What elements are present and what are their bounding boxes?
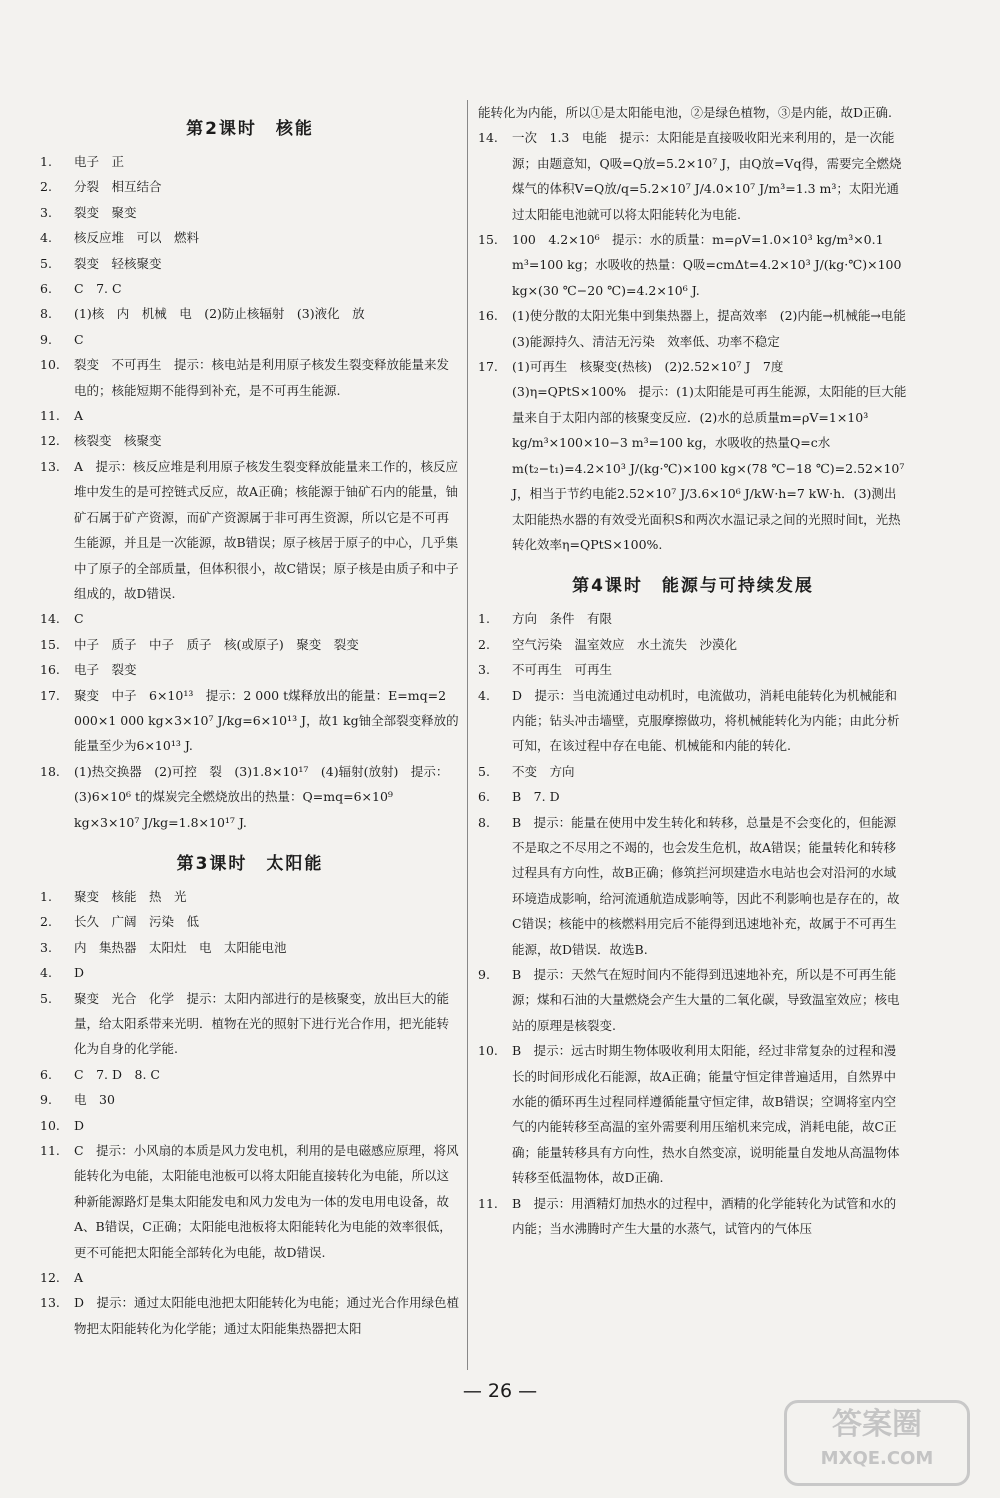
answer-item	[478, 227, 908, 303]
section-title-sustainable: 第4课时 能源与可持续发展	[572, 576, 814, 597]
answer-number: 11.	[40, 1143, 60, 1159]
section-title-solar: 第3课时 太阳能	[176, 853, 324, 874]
answer-text: 聚变 中子 6×10¹³ 提示：2 000 t煤释放出的能量：E=mq=2 000×1 000 kg×3×10⁷ J/kg=6×10¹³ J，故1 kg铀全部裂变释放的能量至少为6×10¹³ J.	[74, 687, 459, 754]
answer-text: 电子 裂变	[74, 662, 137, 678]
answer-number: 14.	[478, 130, 498, 146]
answer-text: 裂变 聚变	[74, 204, 137, 220]
answer-number: 5.	[478, 763, 490, 779]
answer-item	[40, 352, 460, 403]
answer-number: 10.	[478, 1043, 498, 1059]
section-title-nuclear: 第2课时 核能	[186, 119, 314, 139]
answer-text: A	[74, 408, 84, 424]
answer-text: 分裂 相互结合	[74, 179, 162, 195]
answer-item	[40, 200, 460, 225]
answer-text: 核反应堆 可以 燃料	[74, 230, 200, 246]
answer-text: 裂变 不可再生 提示：核电站是利用原子核发生裂变释放能量来发电的；核能短期不能得到补充，是不可再生能源.	[74, 357, 450, 398]
answer-number: 2.	[478, 636, 490, 652]
answer-number: 5.	[40, 255, 52, 271]
answer-text: 不变 方向	[512, 763, 575, 779]
answer-number: 16.	[478, 308, 498, 324]
answer-number: 12.	[40, 433, 60, 449]
answer-number: 1.	[40, 154, 52, 169]
answer-item	[478, 1191, 908, 1242]
answer-number: 4.	[40, 230, 52, 246]
answer-text: B 提示：能量在使用中发生转化和转移，总量是不会变化的，但能源不是取之不尽用之不竭的，也会发生危机，故A错误；能量转化和转移过程具有方向性，故B正确；修筑拦河坝建造水电站也会对沿河的水域环境造成影响，给河流通航造成影响等，因此不利影响也是存在的，故C错误；核能中的核燃料用完后不能得到迅速地补充，故属于不可再生能源，故D错误．故选B.	[512, 814, 900, 957]
answer-item	[40, 454, 460, 606]
answer-text: C	[74, 331, 84, 347]
answer-number: 9.	[478, 967, 490, 982]
answer-text: A 提示：核反应堆是利用原子核发生裂变释放能量来工作的，核反应堆中发生的是可控链式反应，故A正确；核能源于铀矿石内的能量，铀矿石属于矿产资源，而矿产资源属于非可再生资源，所以它是不可再生能源，并且是一次能源，故B错误；原子核居于原子的中心，几乎集中了原子的全部质量，但体积很小，故C错误；原子核是由质子和中子组成的，故D错误.	[74, 458, 459, 601]
watermark-sub: MXQE.COM	[820, 1448, 934, 1469]
answer-number: 8.	[40, 306, 52, 322]
answer-number: 9.	[40, 331, 52, 347]
answer-text: 电 30	[74, 1092, 115, 1108]
answer-number: 3.	[40, 204, 52, 220]
answer-number: 17.	[478, 359, 498, 375]
answer-number: 13.	[40, 458, 60, 474]
answer-text: 空气污染 温室效应 水土流失 沙漠化	[512, 636, 738, 652]
answer-item	[40, 1062, 460, 1087]
watermark-logo	[784, 1400, 970, 1486]
answer-number: 2.	[40, 914, 52, 930]
answer-text: 方向 条件 有限	[512, 611, 613, 627]
answer-item	[40, 632, 460, 657]
answer-number: 3.	[40, 939, 52, 955]
answer-text: D 提示：当电流通过电动机时，电流做功，消耗电能转化为机械能和内能；钻头冲击墙壁，克服摩擦做功，将机械能转化为内能；由此分析可知，在该过程中存在电能、机械能和内能的转化.	[512, 687, 900, 754]
answer-item	[40, 986, 460, 1062]
answer-number: 11.	[40, 408, 60, 424]
answer-text: (1)热交换器 (2)可控 裂 (3)1.8×10¹⁷ (4)辐射(放射) 提示：(3)6×10⁶ t的煤炭完全燃烧放出的热量：Q=mq=6×10⁹ kg×3×10⁷ J/kg=1.8×10¹⁷ J.	[74, 763, 449, 830]
answer-text: B 提示：用酒精灯加热水的过程中，酒精的化学能转化为试管和水的内能；当水沸腾时产生大量的水蒸气，试管内的气体压	[512, 1195, 897, 1237]
answer-item	[40, 935, 460, 960]
answer-item	[40, 909, 460, 934]
answer-number: 18.	[40, 763, 60, 779]
answer-number: 16.	[40, 662, 60, 678]
watermark-main: 答案圈	[832, 1407, 922, 1442]
answer-item	[40, 1138, 460, 1265]
answer-number: 3.	[478, 662, 490, 678]
answer-number: 2.	[40, 179, 52, 195]
answer-list-nuclear	[40, 149, 460, 835]
answer-text: C	[74, 611, 84, 627]
answer-number: 15.	[40, 636, 60, 652]
answer-item	[40, 251, 460, 276]
answer-number: 4.	[40, 965, 52, 981]
answer-number: 1.	[478, 611, 490, 627]
answer-item	[40, 960, 460, 985]
answer-text: (1)可再生 核聚变(热核) (2)2.52×10⁷ J 7度 (3)η=QPtS×100% 提示：(1)太阳能是可再生能源，太阳能的巨大能量来自于太阳内部的核聚变反应．(2)水的总质量m=ρV=1×10³ kg/m³×100×10−3 m³=100 kg，水吸收的热量Q=c水m(t₂−t₁)=4.2×10³ J/(kg·℃)×100 kg×(78 ℃−18 ℃)=2.52×10⁷ J，相当于节约电能2.52×10⁷ J/3.6×10⁶ J/kW·h=7 kW·h．(3)测出太阳能热水器的有效受光面积S和两次水温记录之间的光照时间t，光热转化效率η=QPtS×100%.	[512, 359, 907, 552]
answer-number: 17.	[40, 687, 60, 703]
answer-list-sustainable	[478, 606, 908, 1241]
answer-text: C 提示：小风扇的本质是风力发电机，利用的是电磁感应原理，将风能转化为电能，太阳能电池板可以将太阳能直接转化为电能，所以这种新能源路灯是集太阳能发电和风力发电为一体的发电用电设备，故A、B错误，C正确；太阳能电池板将太阳能转化为电能的效率很低，更不可能把太阳能全部转化为电能，故D错误.	[74, 1143, 459, 1260]
answer-item	[40, 1290, 460, 1341]
answer-list-solar	[40, 884, 460, 1341]
answer-text: 不可再生 可再生	[512, 662, 613, 678]
answer-item	[478, 125, 908, 227]
answer-item	[478, 303, 919, 354]
answer-item	[40, 657, 460, 682]
answer-number: 13.	[40, 1295, 60, 1311]
continued-text: 能转化为内能，所以①是太阳能电池，②是绿色植物，③是内能，故D正确.	[478, 105, 892, 120]
answer-item	[40, 149, 460, 174]
answer-text: 聚变 光合 化学 提示：太阳内部进行的是核聚变，放出巨大的能量，给太阳系带来光明．植物在光的照射下进行光合作用，把光能转化为自身的化学能.	[74, 990, 450, 1057]
answer-item	[478, 657, 908, 682]
right-column	[478, 100, 919, 1241]
answer-text: C 7. C	[74, 281, 122, 297]
left-column	[40, 100, 460, 1341]
answer-text: B 提示：天然气在短时间内不能得到迅速地补充，所以是不可再生能源；煤和石油的大量燃烧会产生大量的二氧化碳，导致温室效应；核电站的原理是核裂变.	[512, 967, 900, 1033]
answer-text: A	[74, 1270, 84, 1286]
answer-item	[40, 276, 460, 301]
answer-text: (1)核 内 机械 电 (2)防止核辐射 (3)液化 放	[74, 306, 365, 322]
answer-text: 电子 正	[74, 154, 125, 169]
answer-text: 核裂变 核聚变	[74, 433, 162, 449]
answer-item	[40, 174, 460, 199]
answer-text: 内 集热器 太阳灶 电 太阳能电池	[74, 939, 287, 955]
answer-text: D 提示：通过太阳能电池把太阳能转化为电能；通过光合作用绿色植物把太阳能转化为化学能；通过太阳能集热器把太阳	[74, 1295, 460, 1336]
answer-number: 10.	[40, 357, 60, 373]
answer-item	[478, 962, 908, 1038]
answer-number: 15.	[478, 232, 498, 248]
answer-item	[40, 606, 460, 631]
answer-text: 一次 1.3 电能 提示：太阳能是直接吸收阳光来利用的，是一次能源；由题意知，Q吸=Q放=5.2×10⁷ J，由Q放=Vq得，需要完全燃烧煤气的体积V=Q放/q=5.2×10⁷ J/4.0×10⁷ J/m³=1.3 m³；太阳光通过太阳能电池就可以将太阳能转化为电能.	[512, 130, 902, 222]
answer-item	[40, 1087, 460, 1112]
answer-item	[478, 683, 908, 759]
answer-item	[40, 1113, 460, 1138]
answer-number: 6.	[478, 789, 490, 805]
answer-item	[478, 1038, 908, 1190]
answer-number: 11.	[478, 1195, 498, 1211]
answer-text: D	[74, 965, 85, 981]
answer-item	[40, 884, 460, 909]
answer-item	[478, 759, 908, 784]
answer-item	[40, 403, 460, 428]
answer-item	[40, 1265, 460, 1290]
answer-text: 聚变 核能 热 光	[74, 888, 187, 904]
answer-text: 裂变 轻核聚变	[74, 255, 162, 271]
answer-number: 12.	[40, 1270, 60, 1286]
answer-text: D	[74, 1117, 85, 1133]
answer-number: 8.	[478, 814, 490, 830]
answer-text: B 提示：远古时期生物体吸收利用太阳能，经过非常复杂的过程和漫长的时间形成化石能源，故A正确；能量守恒定律普遍适用，自然界中水能的循环再生过程同样遵循能量守恒定律，故B错误；空调将室内空气的内能转移至高温的室外需要利用压缩机来完成，消耗电能，故C正确；能量转移具有方向性，热水自然变凉，说明能量自发地从高温物体转移至低温物体，故D正确.	[512, 1043, 900, 1186]
answer-text: C 7. D 8. C	[74, 1066, 160, 1082]
column-divider	[467, 100, 468, 1370]
answer-item	[40, 327, 460, 352]
answer-number: 1.	[40, 888, 52, 904]
answer-item	[478, 784, 908, 809]
answer-list-solar-cont	[478, 125, 919, 557]
answer-number: 9.	[40, 1092, 52, 1108]
answer-item	[478, 810, 908, 962]
answer-number: 10.	[40, 1117, 60, 1133]
answer-text: (1)使分散的太阳光集中到集热器上，提高效率 (2)内能→机械能→电能 (3)能源持久、清洁无污染 效率低、功率不稳定	[512, 308, 919, 349]
answer-item	[478, 606, 908, 631]
answer-item	[40, 683, 460, 759]
answer-item	[40, 428, 460, 453]
answer-text: B 7. D	[512, 789, 560, 805]
answer-text: 100 4.2×10⁶ 提示：水的质量：m=ρV=1.0×10³ kg/m³×0.1 m³=100 kg；水吸收的热量：Q吸=cmΔt=4.2×10³ J/(kg·℃)×100 kg×(30 ℃−20 ℃)=4.2×10⁶ J.	[512, 232, 902, 298]
answer-item	[40, 225, 460, 250]
answer-number: 6.	[40, 1066, 52, 1082]
answer-item	[478, 632, 908, 657]
answer-number: 6.	[40, 281, 52, 297]
answer-item	[478, 354, 908, 557]
answer-number: 4.	[478, 687, 490, 703]
answer-item	[40, 759, 460, 835]
answer-text: 中子 质子 中子 质子 核(或原子) 聚变 裂变	[74, 636, 359, 652]
answer-text: 长久 广阔 污染 低	[74, 914, 200, 930]
answer-number: 14.	[40, 611, 60, 627]
page-number: — 26 —	[462, 1380, 538, 1402]
answer-number: 5.	[40, 990, 52, 1006]
answer-item	[40, 301, 460, 326]
